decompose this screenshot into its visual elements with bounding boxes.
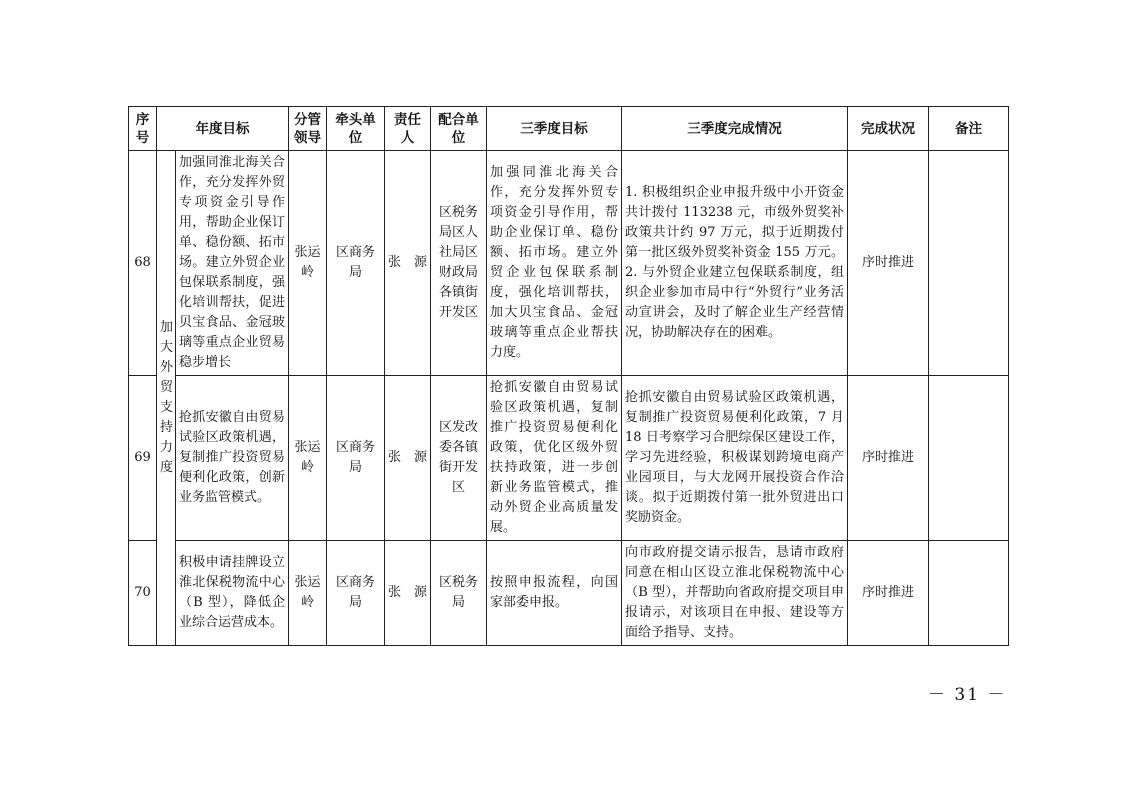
row-annual-goal: 抢抓安徽自由贸易试验区政策机遇，复制推广投资贸易便利化政策，创新业务监管模式。 xyxy=(176,376,289,541)
row-q3-status: 抢抓安徽自由贸易试验区政策机遇，复制推广投资贸易便利化政策，7 月 18 日考察学习合肥综保区建设工作，学习先进经验，积极谋划跨境电商产业园项目，与大龙网开展投资合作洽谈。拟于近期拨付第一批外贸进出口奖励资金。 xyxy=(622,376,848,541)
row-coop-unit: 区发改委各镇街开发区 xyxy=(431,376,487,541)
row-coop-unit: 区税务局 xyxy=(431,541,487,646)
row-person: 张 源 xyxy=(385,541,431,646)
header-completion: 完成状况 xyxy=(848,107,929,151)
row-annual-goal: 积极申请挂牌设立淮北保税物流中心（B 型），降低企业综合运营成本。 xyxy=(176,541,289,646)
page-number: － 31 － xyxy=(928,685,1007,705)
row-lead-unit: 区商务局 xyxy=(327,541,385,646)
header-coop-unit: 配合单位 xyxy=(431,107,487,151)
row-annual-goal: 加强同淮北海关合作，充分发挥外贸专项资金引导作用，帮助企业保订单、稳份额、拓市场。建立外贸企业包保联系制度，强化培训帮扶，促进贝宝食品、金冠玻璃等重点企业贸易稳步增长 xyxy=(176,151,289,376)
header-lead-unit: 牵头单位 xyxy=(327,107,385,151)
header-annual-goal: 年度目标 xyxy=(157,107,289,151)
category-cell: 加大外贸支持力度 xyxy=(157,151,176,646)
header-row xyxy=(129,107,1009,151)
row-lead-unit: 区商务局 xyxy=(327,151,385,376)
row-remark xyxy=(929,376,1009,541)
header-q3-status: 三季度完成情况 xyxy=(622,107,848,151)
row-completion: 序时推进 xyxy=(848,541,929,646)
row-q3-goal: 按照申报流程，向国家部委申报。 xyxy=(487,541,622,646)
row-q3-status: 1. 积极组织企业申报升级中小开资金共计拨付 113238 元，市级外贸奖补政策共计约 97 万元，拟于近期拨付第一批区级外贸奖补资金 155 万元。2. 与外贸企业建立包保联系制度，组织企业参加市局中行“外贸行”业务活动宣讲会，及时了解企业生产经营情况，协助解决存在的困难。 xyxy=(622,151,848,376)
row-q3-goal: 抢抓安徽自由贸易试验区政策机遇，复制推广投资贸易便利化政策，优化区级外贸扶持政策，进一步创新业务监管模式，推动外贸企业高质量发展。 xyxy=(487,376,622,541)
table-row xyxy=(129,151,1009,376)
row-q3-goal: 加强同淮北海关合作，充分发挥外贸专项资金引导作用，帮助企业保订单、稳份额、拓市场。建立外贸企业包保联系制度，强化培训帮扶，加大贝宝食品、金冠玻璃等重点企业帮扶力度。 xyxy=(487,151,622,376)
header-q3-goal: 三季度目标 xyxy=(487,107,622,151)
header-leader: 分管领导 xyxy=(289,107,327,151)
row-person: 张 源 xyxy=(385,151,431,376)
table-row xyxy=(129,376,1009,541)
header-remark: 备注 xyxy=(929,107,1009,151)
row-remark xyxy=(929,151,1009,376)
table-row xyxy=(129,541,1009,646)
header-seq: 序号 xyxy=(129,107,157,151)
row-leader: 张运岭 xyxy=(289,151,327,376)
row-seq: 70 xyxy=(129,541,157,646)
header-person: 责任人 xyxy=(385,107,431,151)
row-seq: 69 xyxy=(129,376,157,541)
row-person: 张 源 xyxy=(385,376,431,541)
row-leader: 张运岭 xyxy=(289,376,327,541)
row-coop-unit: 区税务局区人社局区财政局各镇街开发区 xyxy=(431,151,487,376)
task-table xyxy=(128,106,1009,646)
row-leader: 张运岭 xyxy=(289,541,327,646)
row-lead-unit: 区商务局 xyxy=(327,376,385,541)
row-completion: 序时推进 xyxy=(848,376,929,541)
row-completion: 序时推进 xyxy=(848,151,929,376)
row-seq: 68 xyxy=(129,151,157,376)
row-remark xyxy=(929,541,1009,646)
row-q3-status: 向市政府提交请示报告，恳请市政府同意在相山区设立淮北保税物流中心（B 型），并帮助向省政府提交项目申报请示，对该项目在申报、建设等方面给予指导、支持。 xyxy=(622,541,848,646)
